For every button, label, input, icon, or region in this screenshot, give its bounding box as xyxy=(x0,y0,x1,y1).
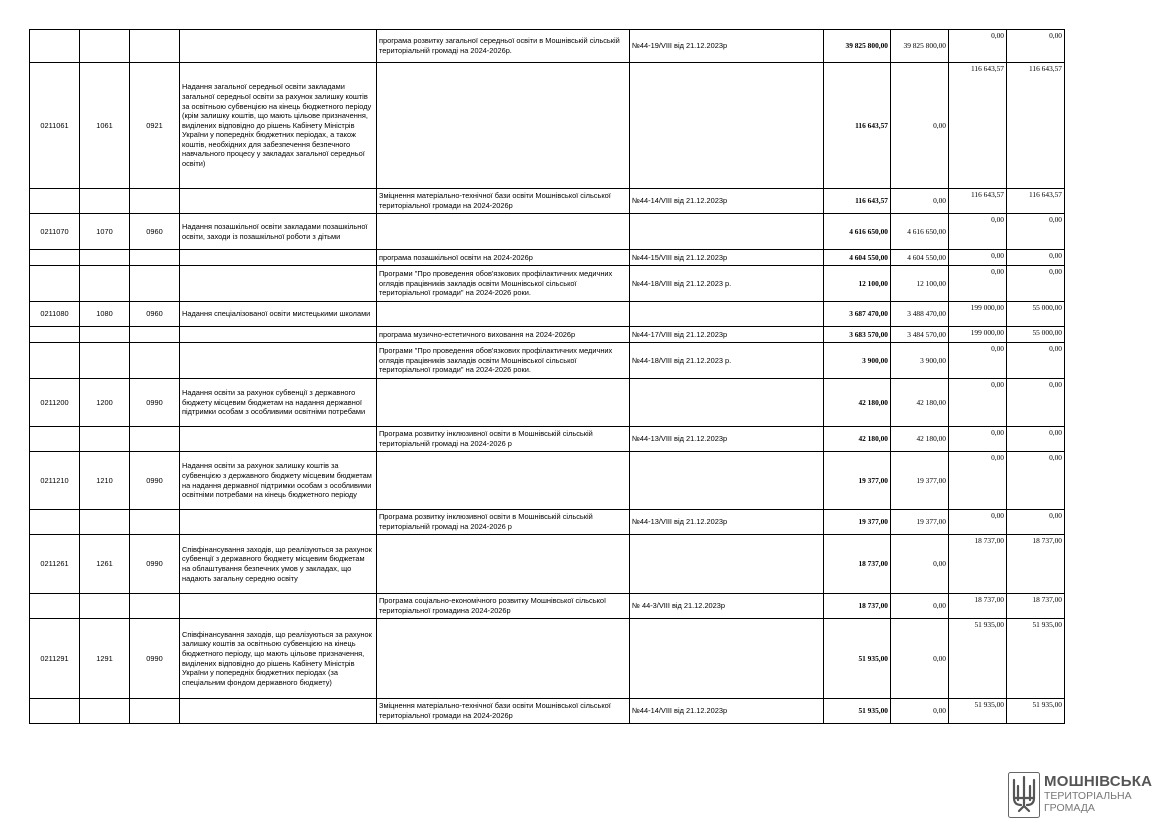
decision-ref-cell: №44-15/VIII від 21.12.2023р xyxy=(630,250,824,266)
expense-name-cell: Надання освіти за рахунок субвенції з державного бюджету місцевим бюджетам на надання державної підтримки особам з особливими освітніми потребами xyxy=(180,379,377,427)
kfkvk-code-cell: 1261 xyxy=(80,535,130,594)
kfkvk-code-cell xyxy=(80,594,130,619)
general-fund-cell: 12 100,00 xyxy=(891,266,949,302)
program-name-cell xyxy=(377,302,630,327)
development-budget-cell: 116 643,57 xyxy=(1007,189,1065,214)
kfkvk-code-cell xyxy=(80,427,130,452)
program-name-cell: Програми "Про проведення обов'язкових профілактичних медичних оглядів працівників закладів освіти Мошнівської сільської територіальної громади" на 2024-2026 роки. xyxy=(377,343,630,379)
special-fund-cell: 51 935,00 xyxy=(949,699,1007,724)
special-fund-cell: 0,00 xyxy=(949,343,1007,379)
kfkvk-code-cell xyxy=(80,250,130,266)
table-row xyxy=(30,427,1065,452)
special-fund-cell: 0,00 xyxy=(949,250,1007,266)
total-amount-cell: 19 377,00 xyxy=(824,510,891,535)
special-fund-cell: 18 737,00 xyxy=(949,594,1007,619)
program-name-cell: Програма розвитку інклюзивної освіти в Мошнівській сільській територіальній громаді на 2024-2026 р xyxy=(377,427,630,452)
kpkvk-code-cell xyxy=(30,699,80,724)
kpkvk-code-cell: 0211200 xyxy=(30,379,80,427)
program-name-cell xyxy=(377,379,630,427)
functional-code-cell xyxy=(130,266,180,302)
general-fund-cell: 3 484 570,00 xyxy=(891,327,949,343)
kfkvk-code-cell: 1070 xyxy=(80,214,130,250)
kpkvk-code-cell xyxy=(30,510,80,535)
general-fund-cell: 19 377,00 xyxy=(891,452,949,510)
table-row xyxy=(30,379,1065,427)
development-budget-cell: 0,00 xyxy=(1007,510,1065,535)
general-fund-cell: 0,00 xyxy=(891,619,949,699)
special-fund-cell: 0,00 xyxy=(949,510,1007,535)
trident-icon xyxy=(1008,772,1040,818)
functional-code-cell xyxy=(130,343,180,379)
special-fund-cell: 0,00 xyxy=(949,266,1007,302)
special-fund-cell: 199 000,00 xyxy=(949,302,1007,327)
total-amount-cell: 51 935,00 xyxy=(824,699,891,724)
logo-name: МОШНІВСЬКА xyxy=(1044,773,1153,790)
total-amount-cell: 39 825 800,00 xyxy=(824,30,891,63)
total-amount-cell: 18 737,00 xyxy=(824,535,891,594)
expense-name-cell xyxy=(180,594,377,619)
expense-name-cell xyxy=(180,30,377,63)
functional-code-cell xyxy=(130,189,180,214)
general-fund-cell: 3 900,00 xyxy=(891,343,949,379)
expense-name-cell xyxy=(180,510,377,535)
expense-name-cell xyxy=(180,189,377,214)
decision-ref-cell: №44-13/VIII від 21.12.2023р xyxy=(630,510,824,535)
functional-code-cell xyxy=(130,510,180,535)
development-budget-cell: 51 935,00 xyxy=(1007,619,1065,699)
kpkvk-code-cell xyxy=(30,266,80,302)
special-fund-cell: 0,00 xyxy=(949,452,1007,510)
general-fund-cell: 0,00 xyxy=(891,63,949,189)
table-row xyxy=(30,189,1065,214)
development-budget-cell: 0,00 xyxy=(1007,30,1065,63)
total-amount-cell: 51 935,00 xyxy=(824,619,891,699)
program-name-cell xyxy=(377,619,630,699)
budget-program-table xyxy=(29,29,1065,724)
kpkvk-code-cell: 0211261 xyxy=(30,535,80,594)
general-fund-cell: 39 825 800,00 xyxy=(891,30,949,63)
special-fund-cell: 199 000,00 xyxy=(949,327,1007,343)
special-fund-cell: 116 643,57 xyxy=(949,189,1007,214)
table-row xyxy=(30,63,1065,189)
decision-ref-cell xyxy=(630,379,824,427)
expense-name-cell: Надання позашкільної освіти закладами позашкільної освіти, заходи із позашкільної роботи з дітьми xyxy=(180,214,377,250)
kfkvk-code-cell: 1080 xyxy=(80,302,130,327)
program-name-cell xyxy=(377,214,630,250)
table-row xyxy=(30,250,1065,266)
development-budget-cell: 0,00 xyxy=(1007,379,1065,427)
development-budget-cell: 0,00 xyxy=(1007,214,1065,250)
general-fund-cell: 4 616 650,00 xyxy=(891,214,949,250)
total-amount-cell: 18 737,00 xyxy=(824,594,891,619)
expense-name-cell xyxy=(180,327,377,343)
total-amount-cell: 4 616 650,00 xyxy=(824,214,891,250)
kpkvk-code-cell: 0211070 xyxy=(30,214,80,250)
general-fund-cell: 42 180,00 xyxy=(891,379,949,427)
development-budget-cell: 0,00 xyxy=(1007,250,1065,266)
expense-name-cell: Надання спеціалізованої освіти мистецькими школами xyxy=(180,302,377,327)
kpkvk-code-cell xyxy=(30,327,80,343)
functional-code-cell: 0990 xyxy=(130,619,180,699)
program-name-cell: Зміцнення матеріально-технічної бази освіти Мошнівської сільської територіальної громади на 2024-2026р xyxy=(377,699,630,724)
expense-name-cell xyxy=(180,427,377,452)
general-fund-cell: 0,00 xyxy=(891,535,949,594)
development-budget-cell: 0,00 xyxy=(1007,452,1065,510)
general-fund-cell: 0,00 xyxy=(891,594,949,619)
development-budget-cell: 116 643,57 xyxy=(1007,63,1065,189)
expense-name-cell xyxy=(180,699,377,724)
total-amount-cell: 3 900,00 xyxy=(824,343,891,379)
total-amount-cell: 3 687 470,00 xyxy=(824,302,891,327)
development-budget-cell: 0,00 xyxy=(1007,343,1065,379)
decision-ref-cell xyxy=(630,214,824,250)
table-row xyxy=(30,510,1065,535)
program-name-cell xyxy=(377,452,630,510)
logo-subtitle-2: ГРОМАДА xyxy=(1044,802,1095,814)
kfkvk-code-cell: 1200 xyxy=(80,379,130,427)
program-name-cell: Програма розвитку інклюзивної освіти в Мошнівській сільській територіальній громаді на 2024-2026 р xyxy=(377,510,630,535)
development-budget-cell: 18 737,00 xyxy=(1007,535,1065,594)
table-row xyxy=(30,30,1065,63)
special-fund-cell: 51 935,00 xyxy=(949,619,1007,699)
program-name-cell xyxy=(377,63,630,189)
decision-ref-cell xyxy=(630,302,824,327)
kfkvk-code-cell: 1210 xyxy=(80,452,130,510)
decision-ref-cell: №44-14/VIII від 21.12.2023р xyxy=(630,699,824,724)
functional-code-cell: 0921 xyxy=(130,63,180,189)
table-row xyxy=(30,302,1065,327)
table-row xyxy=(30,214,1065,250)
kpkvk-code-cell xyxy=(30,189,80,214)
decision-ref-cell: №44-18/VIII від 21.12.2023 р. xyxy=(630,266,824,302)
table-row xyxy=(30,452,1065,510)
kpkvk-code-cell: 0211080 xyxy=(30,302,80,327)
table-row xyxy=(30,343,1065,379)
table-body xyxy=(30,30,1065,724)
general-fund-cell: 19 377,00 xyxy=(891,510,949,535)
table-row xyxy=(30,327,1065,343)
general-fund-cell: 4 604 550,00 xyxy=(891,250,949,266)
special-fund-cell: 116 643,57 xyxy=(949,63,1007,189)
general-fund-cell: 0,00 xyxy=(891,189,949,214)
decision-ref-cell xyxy=(630,452,824,510)
total-amount-cell: 3 683 570,00 xyxy=(824,327,891,343)
expense-name-cell: Надання освіти за рахунок залишку коштів за субвенцією з державного бюджету місцевим бюджетам на надання державної підтримки особам з особливими освітніми потребами на кінець бюджетного періоду xyxy=(180,452,377,510)
development-budget-cell: 55 000,00 xyxy=(1007,302,1065,327)
kfkvk-code-cell xyxy=(80,30,130,63)
kpkvk-code-cell xyxy=(30,30,80,63)
total-amount-cell: 116 643,57 xyxy=(824,63,891,189)
functional-code-cell xyxy=(130,594,180,619)
functional-code-cell xyxy=(130,250,180,266)
kpkvk-code-cell xyxy=(30,343,80,379)
decision-ref-cell: №44-18/VIII від 21.12.2023 р. xyxy=(630,343,824,379)
functional-code-cell: 0990 xyxy=(130,535,180,594)
table-row xyxy=(30,594,1065,619)
functional-code-cell: 0960 xyxy=(130,214,180,250)
functional-code-cell xyxy=(130,699,180,724)
kpkvk-code-cell xyxy=(30,594,80,619)
kpkvk-code-cell xyxy=(30,427,80,452)
development-budget-cell: 18 737,00 xyxy=(1007,594,1065,619)
kpkvk-code-cell: 0211291 xyxy=(30,619,80,699)
decision-ref-cell: №44-19/VIII від 21.12.2023р xyxy=(630,30,824,63)
decision-ref-cell: № 44-3/VIII від 21.12.2023р xyxy=(630,594,824,619)
community-logo xyxy=(1008,771,1153,819)
development-budget-cell: 55 000,00 xyxy=(1007,327,1065,343)
special-fund-cell: 0,00 xyxy=(949,427,1007,452)
functional-code-cell xyxy=(130,327,180,343)
development-budget-cell: 0,00 xyxy=(1007,427,1065,452)
expense-name-cell xyxy=(180,266,377,302)
functional-code-cell xyxy=(130,427,180,452)
program-name-cell: програма позашкільної освіти на 2024-2026р xyxy=(377,250,630,266)
special-fund-cell: 0,00 xyxy=(949,379,1007,427)
program-name-cell xyxy=(377,535,630,594)
program-name-cell: Програма соціально-економічного розвитку Мошнівської сільської територіальної громадина 2024-2026р xyxy=(377,594,630,619)
total-amount-cell: 12 100,00 xyxy=(824,266,891,302)
development-budget-cell: 51 935,00 xyxy=(1007,699,1065,724)
expense-name-cell: Співфінансування заходів, що реалізуються за рахунок субвенції з державного бюджету місцевим бюджетам на облаштування безпечних умов у закладах, що надають загальну середню освіту xyxy=(180,535,377,594)
kpkvk-code-cell xyxy=(30,250,80,266)
kfkvk-code-cell xyxy=(80,266,130,302)
kpkvk-code-cell: 0211061 xyxy=(30,63,80,189)
functional-code-cell: 0990 xyxy=(130,452,180,510)
kfkvk-code-cell xyxy=(80,510,130,535)
functional-code-cell: 0990 xyxy=(130,379,180,427)
kfkvk-code-cell xyxy=(80,699,130,724)
expense-name-cell: Співфінансування заходів, що реалізуються за рахунок залишку коштів за освітньою субвенцією на кінець бюджетного періоду, що мають цільове призначення, виділених відповідно до рішень Кабінету Міністрів України у попередніх бюджетних періодах (за спеціальним фондом державного бюджету) xyxy=(180,619,377,699)
program-name-cell: програма розвитку загальної середньої освіти в Мошнівській сільській територіальній громаді на 2024-2026р. xyxy=(377,30,630,63)
table-row xyxy=(30,266,1065,302)
special-fund-cell: 0,00 xyxy=(949,30,1007,63)
total-amount-cell: 19 377,00 xyxy=(824,452,891,510)
expense-name-cell xyxy=(180,343,377,379)
total-amount-cell: 116 643,57 xyxy=(824,189,891,214)
kpkvk-code-cell: 0211210 xyxy=(30,452,80,510)
special-fund-cell: 0,00 xyxy=(949,214,1007,250)
kfkvk-code-cell: 1061 xyxy=(80,63,130,189)
table-row xyxy=(30,699,1065,724)
program-name-cell: Зміцнення матеріально-технічної бази освіти Мошнівської сільської територіальної громади на 2024-2026р xyxy=(377,189,630,214)
general-fund-cell: 42 180,00 xyxy=(891,427,949,452)
decision-ref-cell: №44-13/VIII від 21.12.2023р xyxy=(630,427,824,452)
functional-code-cell xyxy=(130,30,180,63)
decision-ref-cell xyxy=(630,535,824,594)
general-fund-cell: 0,00 xyxy=(891,699,949,724)
expense-name-cell: Надання загальної середньої освіти закладами загальної середньої освіти за рахунок залишку коштів за освітньою субвенцією на кінець бюджетного періоду (крім залишку коштів, що мають цільове призначення, виділених відповідно до рішень Кабінету Міністрів України у попередніх бюджетних періодах, а також коштів, необхідних для забезпечення безпечного навчального процесу у закладах загальної середньої освіти) xyxy=(180,63,377,189)
decision-ref-cell: №44-14/VIII від 21.12.2023р xyxy=(630,189,824,214)
special-fund-cell: 18 737,00 xyxy=(949,535,1007,594)
kfkvk-code-cell xyxy=(80,343,130,379)
kfkvk-code-cell: 1291 xyxy=(80,619,130,699)
program-name-cell: програма музично-естетичного виховання на 2024-2026р xyxy=(377,327,630,343)
decision-ref-cell: №44-17/VIII від 21.12.2023р xyxy=(630,327,824,343)
table-row xyxy=(30,535,1065,594)
decision-ref-cell xyxy=(630,63,824,189)
development-budget-cell: 0,00 xyxy=(1007,266,1065,302)
logo-subtitle-1: ТЕРИТОРІАЛЬНА xyxy=(1044,790,1132,802)
program-name-cell: Програми "Про проведення обов'язкових профілактичних медичних оглядів працівників закладів освіти Мошнівської сільської територіальної громади" на 2024-2026 роки. xyxy=(377,266,630,302)
table-row xyxy=(30,619,1065,699)
functional-code-cell: 0960 xyxy=(130,302,180,327)
total-amount-cell: 42 180,00 xyxy=(824,379,891,427)
kfkvk-code-cell xyxy=(80,327,130,343)
decision-ref-cell xyxy=(630,619,824,699)
kfkvk-code-cell xyxy=(80,189,130,214)
expense-name-cell xyxy=(180,250,377,266)
total-amount-cell: 4 604 550,00 xyxy=(824,250,891,266)
total-amount-cell: 42 180,00 xyxy=(824,427,891,452)
general-fund-cell: 3 488 470,00 xyxy=(891,302,949,327)
